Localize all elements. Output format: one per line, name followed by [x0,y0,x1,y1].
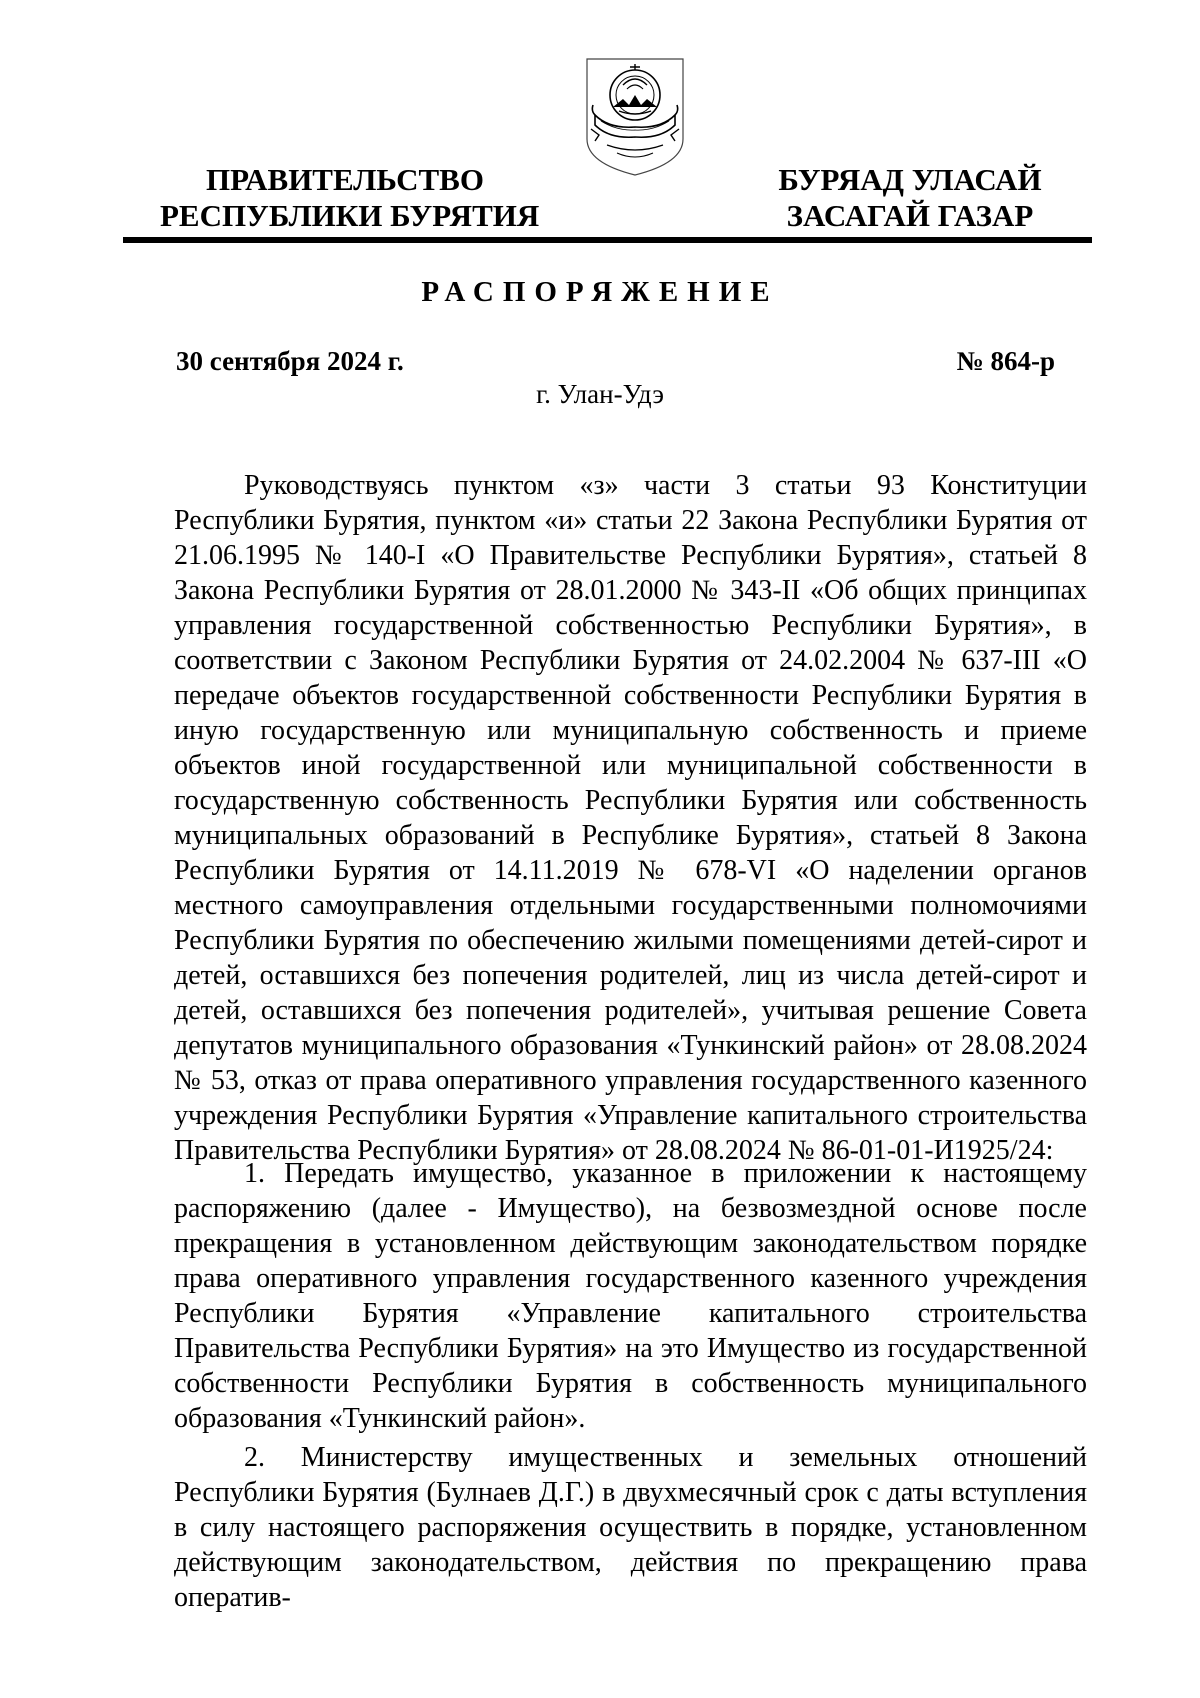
header-divider [123,237,1092,243]
org-bua-line2: ЗАСАГАЙ ГАЗАР [786,198,1034,233]
org-ru-line1: ПРАВИТЕЛЬСТВО [206,162,484,197]
org-ru-line2: РЕСПУБЛИКИ БУРЯТИЯ [160,198,540,233]
document-city: г. Улан-Удэ [536,379,664,409]
document-date: 30 сентября 2024 г. [176,346,404,376]
document-number: № 864-р [956,346,1055,376]
coat-of-arms-icon [583,55,687,177]
item-2-paragraph: 2. Министерству имущественных и земельных отношений Республики Бурятия (Булнаев Д.Г.) в двухмесячный срок с даты вступления в силу настоящего распоряжения осуществить в порядке, установленном действующим законодательством, действия по прекращению права оператив- [174,1442,1087,1613]
document-type: РАСПОРЯЖЕНИЕ [421,276,779,308]
item-1-block [174,1156,1087,1436]
preamble-paragraph: Руководствуясь пунктом «з» части 3 статьи 93 Конституции Республики Бурятия, пунктом «и» статьи 22 Закона Республики Бурятия от 21.06.1995 № 140-I «О Правительстве Республики Бурятия», статьей 8 Закона Республики Бурятия от 28.01.2000 № 343-II «Об общих принципах управления государственной собственностью Республики Бурятия», в соответствии с Законом Республики Бурятия от 24.02.2004 № 637-III «О передаче объектов государственной собственности Республики Бурятия в иную государственную или муниципальную собственность и приеме объектов иной государственной или муниципальной собственности в государственную собственность Республики Бурятия или собственность муниципальных образований в Республике Бурятия», статьей 8 Закона Республики Бурятия от 14.11.2019 № 678-VI «О наделении органов местного самоуправления отдельными государственными полномочиями Республики Бурятия по обеспечению жилыми помещениями детей-сирот и детей, оставшихся без попечения родителей, лиц из числа детей-сирот и детей, оставшихся без попечения родителей», учитывая решение Совета депутатов муниципального образования «Тункинский район» от 28.08.2024 № 53, отказ от права оперативного управления государственного казенного учреждения Республики Бурятия «Управление капитального строительства Правительства Республики Бурятия» от 28.08.2024 № 86-01-01-И1925/24: [174,470,1087,1166]
org-bua-line1: БУРЯАД УЛАСАЙ [778,162,1042,197]
preamble-block [174,468,1087,1168]
item-2-block [174,1440,1087,1615]
item-1-paragraph: 1. Передать имущество, указанное в приложении к настоящему распоряжению (далее - Имущество), на безвозмездной основе после прекращения в установленном действующим законодательством порядке права оперативного управления государственного казенного учреждения Республики Бурятия «Управление капитального строительства Правительства Республики Бурятия» на это Имущество из государственной собственности Республики Бурятия в собственность муниципального образования «Тункинский район». [174,1158,1087,1434]
government-name-buryat [760,162,1060,234]
government-name-russian [160,162,540,234]
